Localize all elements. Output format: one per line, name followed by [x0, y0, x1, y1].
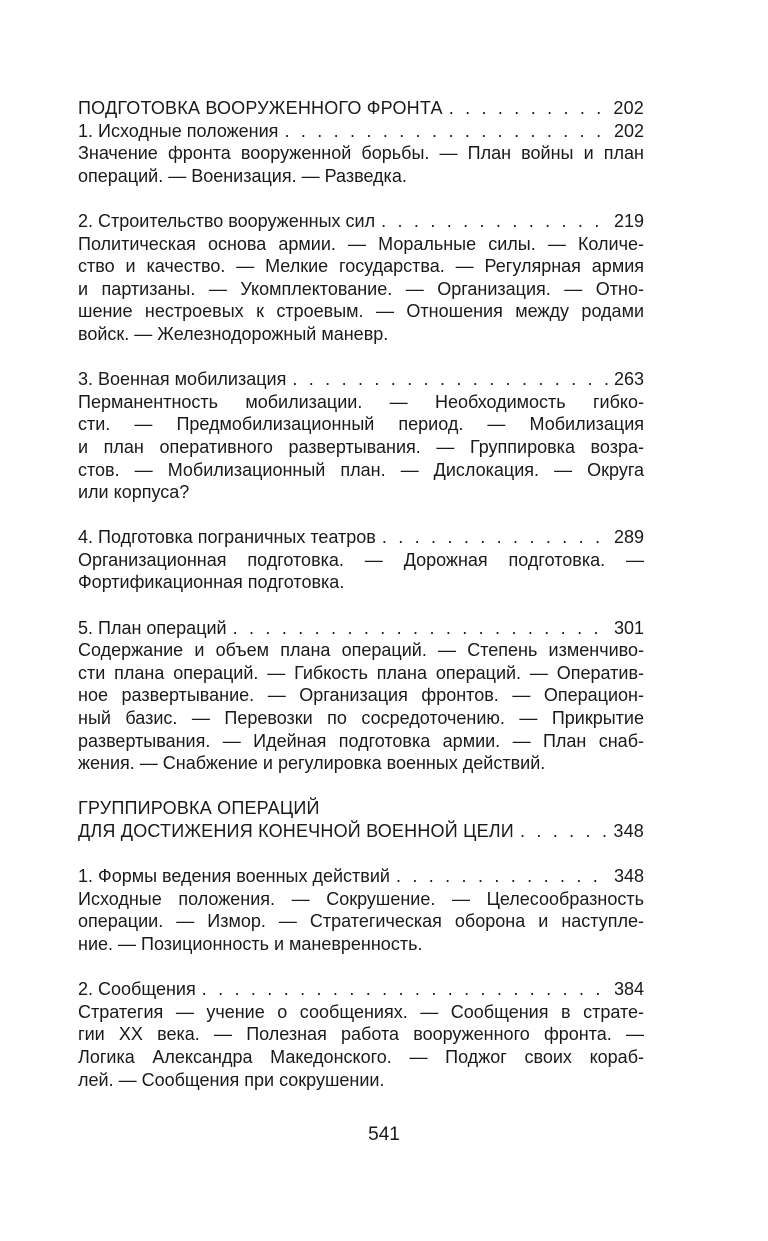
section-description — [78, 888, 644, 956]
description-line: сти плана операций. — Гибкость плана операций. — Оператив- — [78, 662, 644, 683]
section-title: 2. Строительство вооруженных сил — [78, 210, 376, 231]
description-line: или корпуса? — [78, 482, 190, 503]
section-title-row — [78, 526, 644, 549]
section-title: 3. Военная мобилизация — [78, 369, 287, 390]
part1-heading — [78, 97, 644, 120]
section-title: 5. План операций — [78, 617, 227, 638]
section-description — [78, 142, 644, 187]
description-line: ние. — Позиционность и маневренность. — [78, 933, 423, 954]
section-page: 301 — [613, 617, 644, 638]
description-line: Стратегия — учение о сообщениях. — Сообщения в страте- — [78, 1001, 644, 1022]
description-line: развертывания. — Идейная подготовка армии. — План снаб- — [78, 730, 644, 751]
description-line: сти. — Предмобилизационный период. — Мобилизация — [78, 414, 644, 435]
description-line: шение нестроевых к строевым. — Отношения между родами — [78, 301, 644, 322]
part1-page: 202 — [613, 98, 644, 118]
section-page: 219 — [613, 210, 644, 231]
part2-title-line2: ДЛЯ ДОСТИЖЕНИЯ КОНЕЧНОЙ ВОЕННОЙ ЦЕЛИ — [78, 821, 514, 841]
description-line: и партизаны. — Укомплектование. — Организация. — Отно- — [78, 278, 644, 299]
section-page: 289 — [613, 527, 644, 548]
section-title-row — [78, 978, 644, 1001]
section-title: 2. Сообщения — [78, 979, 196, 1000]
description-line: операций. — Военизация. — Разведка. — [78, 165, 407, 186]
section-title-row — [78, 617, 644, 640]
section-title-row — [78, 120, 644, 143]
description-line: гии XX века. — Полезная работа вооруженного фронта. — — [78, 1024, 644, 1045]
section-description — [78, 549, 644, 594]
description-line: Значение фронта вооруженной борьбы. — План войны и план — [78, 143, 644, 164]
section-title-row — [78, 368, 644, 391]
page-number: 541 — [368, 1124, 400, 1145]
description-line: ное развертывание. — Организация фронтов. — Операцион- — [78, 685, 644, 706]
section-description — [78, 233, 644, 346]
description-line: Содержание и объем плана операций. — Степень изменчиво- — [78, 640, 644, 661]
section-title: 4. Подготовка пограничных театров — [78, 527, 376, 548]
section-page: 263 — [613, 369, 644, 390]
description-line: и план оперативного развертывания. — Группировка возра- — [78, 436, 644, 457]
description-line: Исходные положения. — Сокрушение. — Целесообразность — [78, 888, 644, 909]
leader-dots — [396, 865, 610, 888]
description-line: Фортификационная подготовка. — [78, 572, 345, 593]
description-line: Перманентность мобилизации. — Необходимость гибко- — [78, 391, 644, 412]
leader-dots — [233, 617, 610, 640]
description-line: ство и качество. — Мелкие государства. — Регулярная армия — [78, 256, 644, 277]
section-description — [78, 639, 644, 775]
leader-dots — [449, 97, 610, 120]
leader-dots — [381, 210, 610, 233]
section-title: 1. Исходные положения — [78, 120, 279, 141]
description-line: лей. — Сообщения при сокрушении. — [78, 1069, 385, 1090]
leader-dots — [520, 820, 609, 843]
section-description — [78, 391, 644, 504]
description-line: Логика Александра Македонского. — Поджог своих кораб- — [78, 1046, 644, 1067]
section-title-row — [78, 210, 644, 233]
description-line: операции. — Измор. — Стратегическая оборона и наступле- — [78, 911, 644, 932]
leader-dots — [202, 978, 610, 1001]
section-title-row — [78, 865, 644, 888]
description-line: Политическая основа армии. — Моральные силы. — Количе- — [78, 233, 644, 254]
part1-title: ПОДГОТОВКА ВООРУЖЕННОГО ФРОНТА — [78, 98, 443, 118]
table-of-contents — [78, 97, 644, 1091]
part2-title-row — [78, 820, 644, 843]
description-line: Организационная подготовка. — Дорожная подготовка. — — [78, 549, 644, 570]
section-description — [78, 1001, 644, 1091]
leader-dots — [292, 368, 610, 391]
description-line: ный базис. — Перевозки по сосредоточению. — Прикрытие — [78, 708, 644, 729]
part2-heading — [78, 797, 644, 842]
part2-page: 348 — [613, 821, 644, 841]
description-line: жения. — Снабжение и регулировка военных действий. — [78, 753, 546, 774]
section-page: 348 — [613, 866, 644, 887]
part2-title-line1: ГРУППИРОВКА ОПЕРАЦИЙ — [78, 798, 320, 819]
section-page: 202 — [613, 120, 644, 141]
section-page: 384 — [613, 979, 644, 1000]
leader-dots — [382, 526, 610, 549]
description-line: стов. — Мобилизационный план. — Дислокация. — Округа — [78, 459, 644, 480]
description-line: войск. — Железнодорожный маневр. — [78, 323, 389, 344]
section-title: 1. Формы ведения военных действий — [78, 866, 390, 887]
leader-dots — [284, 120, 610, 143]
